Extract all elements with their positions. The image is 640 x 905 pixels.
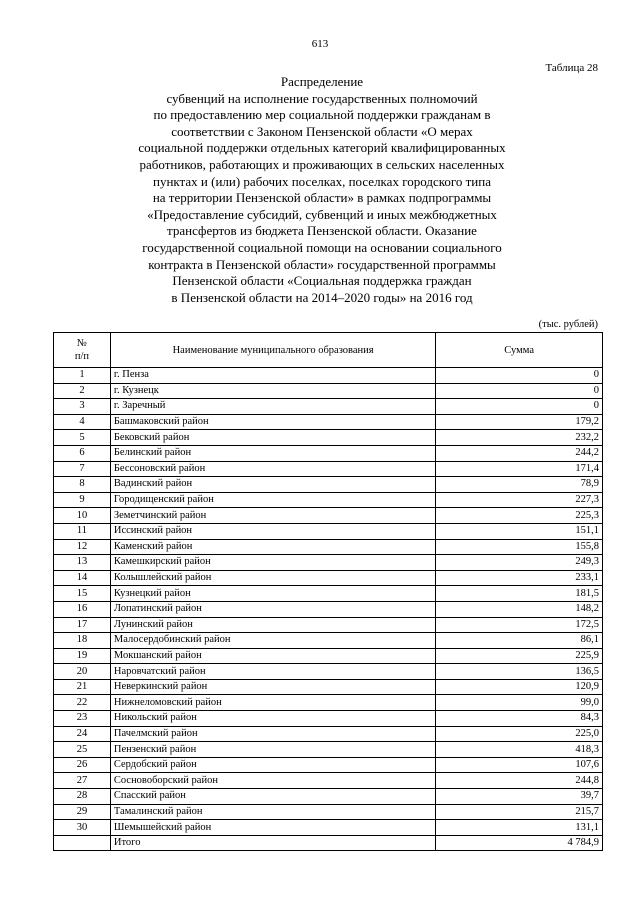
- row-name: Пензенский район: [110, 742, 435, 758]
- title-line: субвенций на исполнение государственных полномочий: [166, 90, 478, 106]
- row-name: Неверкинский район: [110, 679, 435, 695]
- table-row: [54, 820, 603, 836]
- table-row: [54, 445, 603, 461]
- title-line: по предоставлению мер социальной поддержки гражданам в: [153, 107, 491, 123]
- table-row: [54, 539, 603, 555]
- row-sum: 136,5: [436, 664, 603, 680]
- header-num-line2: п/п: [74, 351, 90, 362]
- row-sum: 225,3: [436, 508, 603, 524]
- row-num: 5: [54, 430, 111, 446]
- table-row: [54, 461, 603, 477]
- row-num: 24: [54, 726, 111, 742]
- title-line: Пензенской области «Социальная поддержка граждан: [172, 273, 472, 289]
- row-name: Каменский район: [110, 539, 435, 555]
- row-num: 11: [54, 523, 111, 539]
- row-sum: 107,6: [436, 757, 603, 773]
- table-row: [54, 742, 603, 758]
- row-num: 9: [54, 492, 111, 508]
- row-name: Сосновоборский район: [110, 773, 435, 789]
- row-name: Малосердобинский район: [110, 633, 435, 649]
- row-num: 10: [54, 508, 111, 524]
- title-line: работников, работающих и проживающих в сельских населенных: [139, 156, 505, 172]
- row-num: 8: [54, 477, 111, 493]
- row-name: Вадинский район: [110, 477, 435, 493]
- row-num: 22: [54, 695, 111, 711]
- row-num: 13: [54, 555, 111, 571]
- row-sum: 232,2: [436, 430, 603, 446]
- row-sum: 244,2: [436, 445, 603, 461]
- row-num: 7: [54, 461, 111, 477]
- row-num: 27: [54, 773, 111, 789]
- row-sum: 227,3: [436, 492, 603, 508]
- row-name: Бековский район: [110, 430, 435, 446]
- table-row: [54, 617, 603, 633]
- row-name: Кузнецкий район: [110, 586, 435, 602]
- header-sum: Сумма: [436, 333, 603, 368]
- table-row: [54, 789, 603, 805]
- row-name: Башмаковский район: [110, 414, 435, 430]
- row-num: 23: [54, 711, 111, 727]
- row-num: 26: [54, 757, 111, 773]
- title-line: Распределение: [280, 74, 364, 89]
- title-line: соответствии с Законом Пензенской области «О мерах: [171, 123, 473, 139]
- row-sum: 172,5: [436, 617, 603, 633]
- row-num: 6: [54, 445, 111, 461]
- row-num: 21: [54, 679, 111, 695]
- table-row: [54, 508, 603, 524]
- row-sum: 78,9: [436, 477, 603, 493]
- table-row: [54, 430, 603, 446]
- header-name: Наименование муниципального образования: [110, 333, 435, 368]
- row-sum: 215,7: [436, 804, 603, 820]
- row-name: Земетчинский район: [110, 508, 435, 524]
- row-num: 19: [54, 648, 111, 664]
- row-sum: 0: [436, 399, 603, 415]
- row-sum: 171,4: [436, 461, 603, 477]
- row-sum: 84,3: [436, 711, 603, 727]
- table-row: [54, 804, 603, 820]
- row-sum: 120,9: [436, 679, 603, 695]
- table-row: [54, 664, 603, 680]
- row-name: Камешкирский район: [110, 555, 435, 571]
- row-num: 15: [54, 586, 111, 602]
- title-line: в Пензенской области на 2014–2020 годы» на 2016 год: [171, 289, 473, 305]
- row-sum: 179,2: [436, 414, 603, 430]
- row-name: Спасский район: [110, 789, 435, 805]
- total-num: [54, 835, 111, 851]
- row-name: Бессоновский район: [110, 461, 435, 477]
- table-body: [54, 368, 603, 851]
- table-row: [54, 570, 603, 586]
- row-sum: 151,1: [436, 523, 603, 539]
- row-name: Лопатинский район: [110, 601, 435, 617]
- row-sum: 181,5: [436, 586, 603, 602]
- table-row: [54, 648, 603, 664]
- table-row: [54, 601, 603, 617]
- title-line: пунктах и (или) рабочих поселках, поселках городского типа: [153, 173, 491, 189]
- row-name: Городищенский район: [110, 492, 435, 508]
- row-num: 20: [54, 664, 111, 680]
- row-name: г. Пенза: [110, 368, 435, 384]
- row-num: 1: [54, 368, 111, 384]
- table-row: [54, 414, 603, 430]
- row-name: Пачелмский район: [110, 726, 435, 742]
- page-number: 613: [311, 38, 329, 50]
- distribution-table: [53, 332, 603, 851]
- row-name: г. Заречный: [110, 399, 435, 415]
- table-row: [54, 773, 603, 789]
- row-name: Иссинский район: [110, 523, 435, 539]
- total-row: [54, 835, 603, 851]
- row-sum: 131,1: [436, 820, 603, 836]
- table-row: [54, 477, 603, 493]
- row-sum: 39,7: [436, 789, 603, 805]
- table-row: [54, 679, 603, 695]
- table-row: [54, 695, 603, 711]
- row-name: Мокшанский район: [110, 648, 435, 664]
- row-name: Колышлейский район: [110, 570, 435, 586]
- title-line: на территории Пензенской области» в рамках подпрограммы: [152, 190, 492, 206]
- row-name: Сердобский район: [110, 757, 435, 773]
- row-num: 30: [54, 820, 111, 836]
- units-label: (тыс. рублей): [538, 319, 598, 330]
- title-line: государственной социальной помощи на основании социального: [142, 239, 502, 255]
- row-sum: 0: [436, 368, 603, 384]
- row-num: 3: [54, 399, 111, 415]
- header-num-line1: №: [76, 338, 87, 349]
- table-row: [54, 586, 603, 602]
- row-num: 25: [54, 742, 111, 758]
- title-line: контракта в Пензенской области» государственной программы: [148, 256, 496, 272]
- row-sum: 0: [436, 383, 603, 399]
- row-name: Белинский район: [110, 445, 435, 461]
- row-sum: 225,9: [436, 648, 603, 664]
- row-sum: 99,0: [436, 695, 603, 711]
- table-row: [54, 757, 603, 773]
- row-num: 2: [54, 383, 111, 399]
- row-num: 17: [54, 617, 111, 633]
- row-sum: 249,3: [436, 555, 603, 571]
- row-num: 4: [54, 414, 111, 430]
- row-num: 16: [54, 601, 111, 617]
- row-sum: 155,8: [436, 539, 603, 555]
- row-name: Шемышейский район: [110, 820, 435, 836]
- row-name: Лунинский район: [110, 617, 435, 633]
- table-row: [54, 711, 603, 727]
- total-sum: 4 784,9: [436, 835, 603, 851]
- row-name: Наровчатский район: [110, 664, 435, 680]
- total-label: Итого: [110, 835, 435, 851]
- table-row: [54, 633, 603, 649]
- row-sum: 418,3: [436, 742, 603, 758]
- row-name: Тамалинский район: [110, 804, 435, 820]
- row-num: 12: [54, 539, 111, 555]
- row-name: Нижнеломовский район: [110, 695, 435, 711]
- row-name: г. Кузнецк: [110, 383, 435, 399]
- table-header-row: [54, 333, 603, 368]
- row-sum: 148,2: [436, 601, 603, 617]
- table-row: [54, 726, 603, 742]
- header-num: [54, 333, 111, 368]
- table-label: Таблица 28: [545, 62, 598, 74]
- table-row: [54, 368, 603, 384]
- row-num: 18: [54, 633, 111, 649]
- table-row: [54, 555, 603, 571]
- title-line: социальной поддержки отдельных категорий квалифицированных: [138, 140, 506, 156]
- row-sum: 225,0: [436, 726, 603, 742]
- row-num: 14: [54, 570, 111, 586]
- table-row: [54, 492, 603, 508]
- title-line: «Предоставление субсидий, субвенций и иных межбюджетных: [147, 206, 497, 222]
- row-name: Никольский район: [110, 711, 435, 727]
- title-line: трансфертов из бюджета Пензенской области. Оказание: [167, 223, 477, 239]
- row-sum: 244,8: [436, 773, 603, 789]
- table-row: [54, 383, 603, 399]
- row-sum: 86,1: [436, 633, 603, 649]
- table-row: [54, 399, 603, 415]
- row-num: 29: [54, 804, 111, 820]
- row-num: 28: [54, 789, 111, 805]
- table-row: [54, 523, 603, 539]
- row-sum: 233,1: [436, 570, 603, 586]
- document-title: [60, 74, 584, 306]
